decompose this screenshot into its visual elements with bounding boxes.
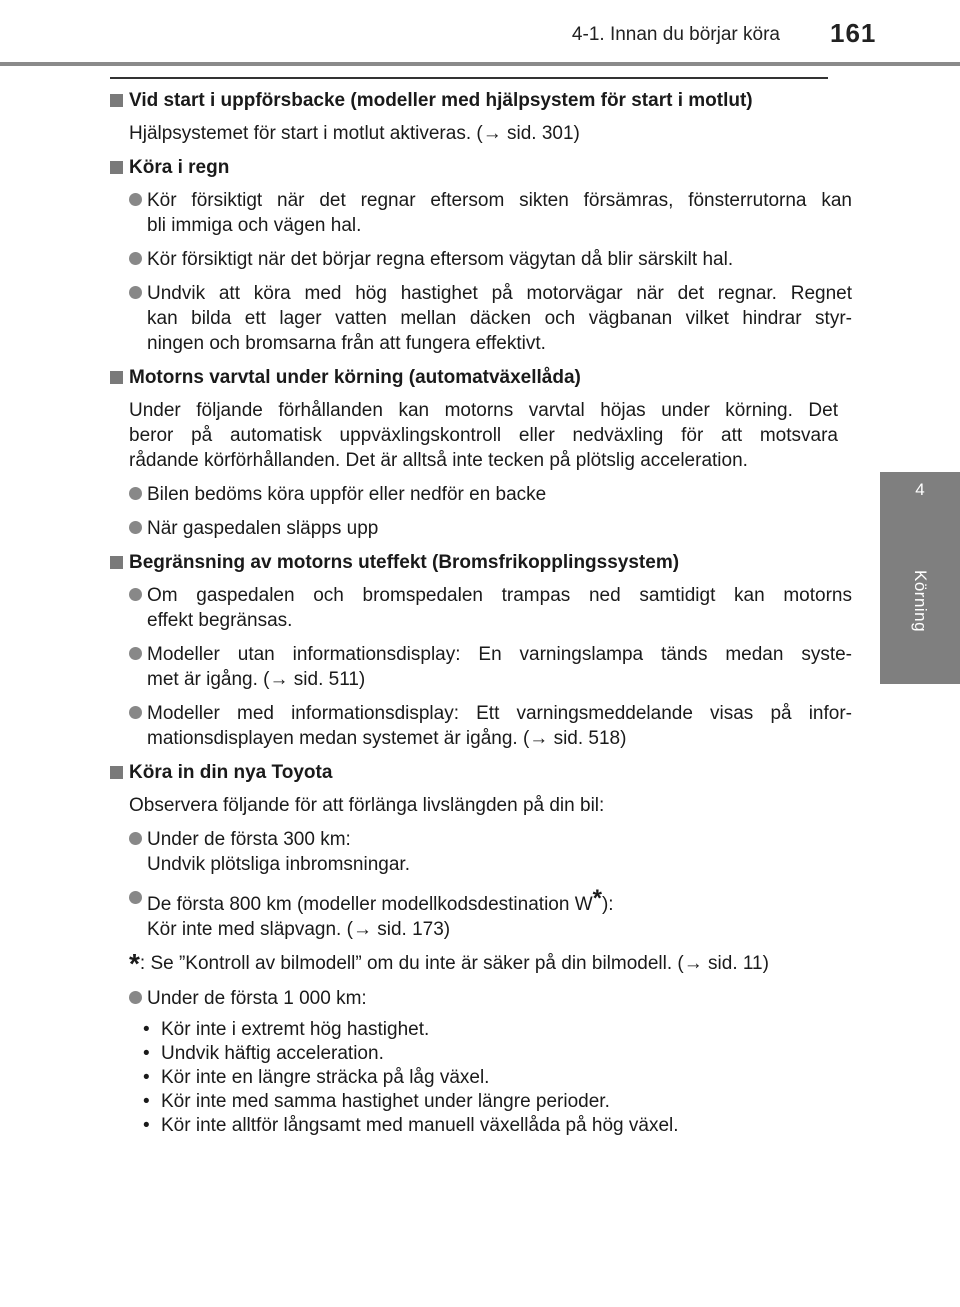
bullet-text-line: Kör inte med släpvagn. (→ sid. 173) <box>147 919 451 940</box>
bullet-item <box>129 482 852 507</box>
section-heading-text: Begränsning av motorns uteffekt (Bromsfrikopplingssystem) <box>129 552 680 573</box>
sub-list-text: Undvik häftig acceleration. <box>161 1043 384 1064</box>
circle-bullet-icon <box>129 991 142 1004</box>
footnote-marker: * <box>129 948 140 979</box>
dot-bullet-icon: • <box>143 1019 150 1040</box>
bullet-text-line: Modeller utan informationsdisplay: En varningslampa tänds medan syste- <box>147 644 852 665</box>
circle-bullet-icon <box>129 286 142 299</box>
dot-bullet-icon: • <box>143 1091 150 1112</box>
circle-bullet-icon <box>129 647 142 660</box>
chapter-tab-label-wrap <box>880 560 960 672</box>
bullet-text-fragment: ): <box>601 894 614 915</box>
circle-bullet-icon <box>129 521 142 534</box>
paragraph-line: Under följande förhållanden kan motorns varvtal höjas under körning. Det <box>129 400 838 421</box>
bullet-text-line: Under de första 300 km: <box>147 829 351 850</box>
section-hill-start <box>110 88 852 146</box>
sub-list-item <box>143 1018 852 1042</box>
section-heading-text: Köra in din nya Toyota <box>129 762 333 783</box>
bullet-item <box>129 701 852 751</box>
bullet-item <box>129 516 852 541</box>
sub-list <box>143 1018 852 1138</box>
sub-list-text: Kör inte en längre sträcka på låg växel. <box>161 1067 490 1088</box>
dot-bullet-icon: • <box>143 1115 150 1136</box>
section-engine-speed <box>110 365 852 541</box>
circle-bullet-icon <box>129 252 142 265</box>
page-header <box>0 0 960 64</box>
footnote-text: : Se ”Kontroll av bilmodell” om du inte är säker på din bilmodell. (→ sid. 11) <box>139 953 769 974</box>
bullet-text: När gaspedalen släpps upp <box>147 518 379 539</box>
footnote-marker: * <box>592 885 602 912</box>
square-bullet-icon <box>110 371 123 384</box>
footnote <box>129 948 852 979</box>
circle-bullet-icon <box>129 891 142 904</box>
page-number: 161 <box>830 18 877 48</box>
section-engine-output-limit <box>110 550 852 751</box>
bullet-text-line: mationsdisplayen medan systemet är igång. (→ sid. 518) <box>147 728 627 749</box>
circle-bullet-icon <box>129 193 142 206</box>
sub-list-item <box>143 1042 852 1066</box>
paragraph-line: beror på automatisk uppväxlingskontroll eller nedväxling för att motsvara <box>129 425 838 446</box>
paragraph <box>129 398 852 473</box>
section-heading <box>110 88 852 113</box>
bullet-item <box>129 583 852 633</box>
sub-list-item <box>143 1066 852 1090</box>
section-rain <box>110 155 852 356</box>
sub-list-item <box>143 1090 852 1114</box>
chapter-tab-label: Körning <box>911 570 930 633</box>
bullet-item <box>129 247 852 272</box>
paragraph: Hjälpsystemet för start i motlut aktiveras. (→ sid. 301) <box>129 123 580 144</box>
paragraph-line: rådande körförhållanden. Det är alltså inte tecken på plötslig acceleration. <box>129 450 748 471</box>
bullet-item <box>129 281 852 356</box>
bullet-item <box>129 986 852 1011</box>
circle-bullet-icon <box>129 832 142 845</box>
section-heading <box>110 550 852 575</box>
circle-bullet-icon <box>129 706 142 719</box>
bullet-text-line: kan bilda ett lager vatten mellan däcken och vägbanan vilket hindrar styr- <box>147 308 852 329</box>
bullet-text-line: Undvik plötsliga inbromsningar. <box>147 854 410 875</box>
bullet-text-line: Om gaspedalen och bromspedalen trampas ned samtidigt kan motorns <box>147 585 852 606</box>
bullet-text-line: ningen och bromsarna från att fungera effektivt. <box>147 333 546 354</box>
sub-list-text: Kör inte alltför långsamt med manuell växellåda på hög växel. <box>161 1115 679 1136</box>
circle-bullet-icon <box>129 487 142 500</box>
page-content <box>110 88 852 1157</box>
section-heading <box>110 365 852 390</box>
section-heading <box>110 760 852 785</box>
circle-bullet-icon <box>129 588 142 601</box>
bullet-text: Bilen bedöms köra uppför eller nedför en backe <box>147 484 547 505</box>
section-heading <box>110 155 852 180</box>
bullet-text-line: effekt begränsas. <box>147 610 293 631</box>
sub-list-item <box>143 1114 852 1138</box>
bullet-item <box>129 886 852 942</box>
bullet-item <box>129 642 852 692</box>
dot-bullet-icon: • <box>143 1043 150 1064</box>
bullet-text-line: Kör försiktigt när det regnar eftersom sikten försämras, fönsterrutorna kan <box>147 190 852 211</box>
square-bullet-icon <box>110 556 123 569</box>
bullet-item <box>129 827 852 877</box>
section-heading-text: Motorns varvtal under körning (automatväxellåda) <box>129 367 581 388</box>
content-rule <box>110 77 828 79</box>
square-bullet-icon <box>110 161 123 174</box>
paragraph: Observera följande för att förlänga livslängden på din bil: <box>129 795 605 816</box>
bullet-text-line: met är igång. (→ sid. 511) <box>147 669 366 690</box>
header-rule <box>0 62 960 66</box>
bullet-text-line: bli immiga och vägen hal. <box>147 215 362 236</box>
sub-list-text: Kör inte i extremt hög hastighet. <box>161 1019 430 1040</box>
section-break-in <box>110 760 852 1138</box>
bullet-text-line: Modeller med informationsdisplay: Ett varningsmeddelande visas på infor- <box>147 703 852 724</box>
square-bullet-icon <box>110 94 123 107</box>
bullet-text: Under de första 1 000 km: <box>147 988 367 1009</box>
bullet-text-line: Undvik att köra med hög hastighet på motorvägar när det regnar. Regnet <box>147 283 852 304</box>
square-bullet-icon <box>110 766 123 779</box>
section-heading-text: Köra i regn <box>129 157 230 178</box>
bullet-text-fragment: De första 800 km (modeller modellkodsdestination W <box>147 894 593 915</box>
bullet-text: Kör försiktigt när det börjar regna eftersom vägytan då blir särskilt hal. <box>147 249 734 270</box>
chapter-tab-number: 4 <box>915 480 925 499</box>
chapter-title: 4-1. Innan du börjar köra <box>571 24 780 45</box>
sub-list-text: Kör inte med samma hastighet under längre perioder. <box>161 1091 610 1112</box>
dot-bullet-icon: • <box>143 1067 150 1088</box>
section-heading-text: Vid start i uppförsbacke (modeller med hjälpsystem för start i motlut) <box>129 90 753 111</box>
bullet-item <box>129 188 852 238</box>
bullet-text-line <box>147 886 852 917</box>
